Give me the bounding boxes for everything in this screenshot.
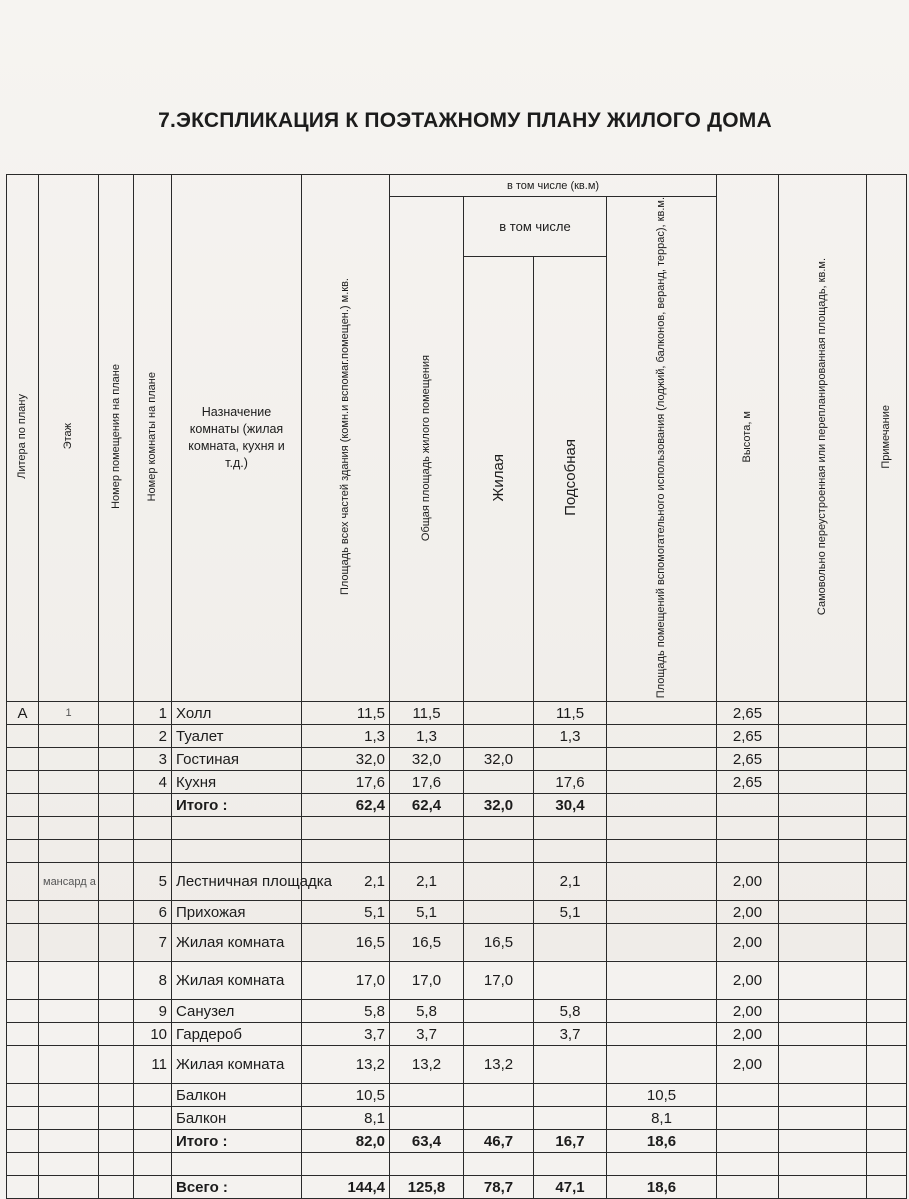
cell-room-name: Балкон [172, 1084, 302, 1107]
cell-room-no [134, 1107, 172, 1130]
cell-note [867, 1176, 907, 1199]
cell-room-name: Итого : [172, 794, 302, 817]
cell-area-all: 1,3 [302, 725, 390, 748]
cell-unauthorized [779, 1176, 867, 1199]
cell-height [717, 1084, 779, 1107]
cell-living [464, 702, 534, 725]
cell-total-area: 2,1 [390, 863, 464, 901]
cell-auxiliary [534, 1084, 607, 1107]
cell-floor [39, 840, 99, 863]
cell-aux-use [607, 817, 717, 840]
cell-auxiliary [534, 1046, 607, 1084]
cell-auxiliary [534, 924, 607, 962]
cell-room-name: Гостиная [172, 748, 302, 771]
cell-room-name: Жилая комната [172, 1046, 302, 1084]
document-title: 7.ЭКСПЛИКАЦИЯ К ПОЭТАЖНОМУ ПЛАНУ ЖИЛОГО ДОМА [158, 109, 772, 132]
header-aux-use: Площадь помещений вспомогательного использования (лоджий, балконов, веранд, террас), кв.м. [607, 197, 717, 702]
cell-total-area [390, 1153, 464, 1176]
cell-floor [39, 1000, 99, 1023]
cell-litera [7, 863, 39, 901]
cell-living [464, 1153, 534, 1176]
cell-room-no: 2 [134, 725, 172, 748]
explication-table [6, 174, 907, 1199]
cell-area-all [302, 840, 390, 863]
cell-height: 2,65 [717, 771, 779, 794]
cell-living [464, 817, 534, 840]
cell-note [867, 1046, 907, 1084]
cell-litera [7, 924, 39, 962]
cell-unauthorized [779, 1046, 867, 1084]
cell-aux-use [607, 1023, 717, 1046]
cell-total-area: 13,2 [390, 1046, 464, 1084]
cell-note [867, 725, 907, 748]
cell-living [464, 725, 534, 748]
cell-room-no: 3 [134, 748, 172, 771]
cell-floor [39, 771, 99, 794]
cell-note [867, 863, 907, 901]
cell-premise-no [99, 817, 134, 840]
cell-room-no [134, 1130, 172, 1153]
header-living: Жилая [464, 257, 534, 702]
cell-height: 2,65 [717, 748, 779, 771]
cell-premise-no [99, 1000, 134, 1023]
cell-litera [7, 771, 39, 794]
cell-auxiliary [534, 1153, 607, 1176]
cell-auxiliary: 3,7 [534, 1023, 607, 1046]
cell-height [717, 817, 779, 840]
cell-room-no: 8 [134, 962, 172, 1000]
cell-total-area: 11,5 [390, 702, 464, 725]
cell-unauthorized [779, 863, 867, 901]
table-row [7, 1000, 907, 1023]
cell-floor [39, 1107, 99, 1130]
cell-room-name [172, 1153, 302, 1176]
cell-auxiliary: 16,7 [534, 1130, 607, 1153]
table-row [7, 863, 907, 901]
cell-room-name: Итого : [172, 1130, 302, 1153]
cell-area-all: 62,4 [302, 794, 390, 817]
cell-aux-use [607, 748, 717, 771]
cell-unauthorized [779, 1107, 867, 1130]
cell-height: 2,00 [717, 1000, 779, 1023]
table-row [7, 1046, 907, 1084]
cell-area-all: 144,4 [302, 1176, 390, 1199]
cell-unauthorized [779, 901, 867, 924]
cell-premise-no [99, 771, 134, 794]
table-row [7, 1084, 907, 1107]
cell-floor [39, 962, 99, 1000]
cell-area-all [302, 817, 390, 840]
cell-total-area: 16,5 [390, 924, 464, 962]
cell-room-no: 11 [134, 1046, 172, 1084]
cell-room-no: 4 [134, 771, 172, 794]
cell-aux-use [607, 863, 717, 901]
cell-total-area: 17,0 [390, 962, 464, 1000]
cell-litera [7, 1046, 39, 1084]
cell-total-area [390, 1107, 464, 1130]
cell-note [867, 1084, 907, 1107]
cell-floor [39, 1130, 99, 1153]
cell-room-no [134, 840, 172, 863]
cell-floor [39, 1084, 99, 1107]
cell-total-area: 32,0 [390, 748, 464, 771]
cell-unauthorized [779, 1000, 867, 1023]
header-unauthorized: Самовольно переустроенная или перепланированная площадь, кв.м. [779, 175, 867, 702]
cell-unauthorized [779, 924, 867, 962]
cell-premise-no [99, 901, 134, 924]
cell-note [867, 794, 907, 817]
cell-premise-no [99, 1084, 134, 1107]
header-purpose: Назначение комнаты (жилая комната, кухня и т.д.) [172, 175, 302, 702]
cell-floor [39, 1153, 99, 1176]
cell-height [717, 1107, 779, 1130]
cell-floor [39, 725, 99, 748]
cell-aux-use: 10,5 [607, 1084, 717, 1107]
cell-area-all: 3,7 [302, 1023, 390, 1046]
cell-litera [7, 748, 39, 771]
table-row [7, 771, 907, 794]
cell-height: 2,00 [717, 924, 779, 962]
cell-unauthorized [779, 748, 867, 771]
cell-auxiliary: 2,1 [534, 863, 607, 901]
cell-premise-no [99, 748, 134, 771]
cell-unauthorized [779, 771, 867, 794]
cell-room-name [172, 817, 302, 840]
cell-area-all: 13,2 [302, 1046, 390, 1084]
blank-row [7, 1153, 907, 1176]
cell-auxiliary [534, 748, 607, 771]
cell-litera: А [7, 702, 39, 725]
cell-premise-no [99, 924, 134, 962]
cell-living: 32,0 [464, 748, 534, 771]
cell-unauthorized [779, 725, 867, 748]
cell-aux-use [607, 1046, 717, 1084]
cell-room-no [134, 1153, 172, 1176]
total-row [7, 794, 907, 817]
cell-litera [7, 794, 39, 817]
cell-living [464, 901, 534, 924]
header-including: в том числе (кв.м) [390, 175, 717, 197]
cell-premise-no [99, 1153, 134, 1176]
cell-height: 2,65 [717, 702, 779, 725]
cell-room-no: 1 [134, 702, 172, 725]
header-note: Примечание [867, 175, 907, 702]
cell-unauthorized [779, 840, 867, 863]
cell-note [867, 1130, 907, 1153]
cell-total-area [390, 1084, 464, 1107]
cell-auxiliary [534, 962, 607, 1000]
cell-height: 2,00 [717, 863, 779, 901]
table-row [7, 924, 907, 962]
cell-unauthorized [779, 1130, 867, 1153]
cell-note [867, 840, 907, 863]
cell-aux-use [607, 901, 717, 924]
cell-premise-no [99, 962, 134, 1000]
table-body [7, 702, 907, 1199]
cell-area-all: 5,1 [302, 901, 390, 924]
cell-height [717, 794, 779, 817]
cell-height [717, 1176, 779, 1199]
cell-aux-use [607, 771, 717, 794]
cell-living [464, 1000, 534, 1023]
cell-living [464, 1023, 534, 1046]
cell-height: 2,00 [717, 901, 779, 924]
cell-litera [7, 1084, 39, 1107]
cell-height [717, 840, 779, 863]
cell-premise-no [99, 1130, 134, 1153]
cell-room-name: Холл [172, 702, 302, 725]
cell-note [867, 1023, 907, 1046]
cell-floor [39, 817, 99, 840]
cell-unauthorized [779, 817, 867, 840]
cell-aux-use [607, 962, 717, 1000]
cell-total-area: 5,1 [390, 901, 464, 924]
header-litera: Литера по плану [7, 175, 39, 702]
header-height: Высота, м [717, 175, 779, 702]
cell-room-name: Кухня [172, 771, 302, 794]
cell-area-all: 17,6 [302, 771, 390, 794]
cell-total-area: 17,6 [390, 771, 464, 794]
cell-living: 17,0 [464, 962, 534, 1000]
cell-room-name: Туалет [172, 725, 302, 748]
cell-floor [39, 901, 99, 924]
cell-unauthorized [779, 702, 867, 725]
table-row [7, 725, 907, 748]
cell-area-all: 16,5 [302, 924, 390, 962]
cell-total-area: 5,8 [390, 1000, 464, 1023]
cell-aux-use: 18,6 [607, 1130, 717, 1153]
header-room-no: Номер комнаты на плане [134, 175, 172, 702]
cell-room-name: Жилая комната [172, 962, 302, 1000]
cell-total-area: 63,4 [390, 1130, 464, 1153]
cell-unauthorized [779, 1084, 867, 1107]
cell-room-name: Санузел [172, 1000, 302, 1023]
header-including-2: в том числе [464, 197, 607, 257]
cell-floor: мансард а [39, 863, 99, 901]
header-area-all: Площадь всех частей здания (комн.и вспомаг.помещен.) м.кв. [302, 175, 390, 702]
cell-litera [7, 840, 39, 863]
cell-area-all: 11,5 [302, 702, 390, 725]
cell-auxiliary: 1,3 [534, 725, 607, 748]
cell-room-no [134, 1176, 172, 1199]
cell-area-all: 2,1 [302, 863, 390, 901]
cell-height: 2,00 [717, 1023, 779, 1046]
table-row [7, 748, 907, 771]
cell-total-area: 3,7 [390, 1023, 464, 1046]
cell-room-no: 5 [134, 863, 172, 901]
cell-total-area [390, 840, 464, 863]
cell-living: 78,7 [464, 1176, 534, 1199]
cell-floor [39, 1046, 99, 1084]
cell-total-area: 1,3 [390, 725, 464, 748]
cell-height: 2,00 [717, 1046, 779, 1084]
cell-aux-use [607, 725, 717, 748]
cell-note [867, 748, 907, 771]
cell-aux-use [607, 1153, 717, 1176]
cell-aux-use [607, 1000, 717, 1023]
cell-room-no: 9 [134, 1000, 172, 1023]
header-auxiliary: Подсобная [534, 257, 607, 702]
cell-area-all [302, 1153, 390, 1176]
cell-litera [7, 962, 39, 1000]
cell-living: 16,5 [464, 924, 534, 962]
cell-area-all: 17,0 [302, 962, 390, 1000]
cell-room-name: Всего : [172, 1176, 302, 1199]
header-total-living-area: Общая площадь жилого помещения [390, 197, 464, 702]
table-row [7, 962, 907, 1000]
cell-auxiliary: 11,5 [534, 702, 607, 725]
cell-area-all: 8,1 [302, 1107, 390, 1130]
cell-litera [7, 1107, 39, 1130]
cell-floor: 1 [39, 702, 99, 725]
table-row [7, 1107, 907, 1130]
cell-room-no: 7 [134, 924, 172, 962]
cell-total-area: 125,8 [390, 1176, 464, 1199]
cell-area-all: 10,5 [302, 1084, 390, 1107]
cell-area-all: 5,8 [302, 1000, 390, 1023]
cell-litera [7, 817, 39, 840]
blank-row [7, 840, 907, 863]
cell-premise-no [99, 725, 134, 748]
cell-room-no: 6 [134, 901, 172, 924]
cell-living: 13,2 [464, 1046, 534, 1084]
cell-auxiliary [534, 817, 607, 840]
header-premise-no: Номер помещения на плане [99, 175, 134, 702]
cell-floor [39, 924, 99, 962]
table-row [7, 901, 907, 924]
cell-litera [7, 1153, 39, 1176]
cell-note [867, 702, 907, 725]
cell-auxiliary: 30,4 [534, 794, 607, 817]
cell-premise-no [99, 1046, 134, 1084]
cell-room-name: Прихожая [172, 901, 302, 924]
cell-living [464, 771, 534, 794]
cell-living: 46,7 [464, 1130, 534, 1153]
cell-premise-no [99, 1176, 134, 1199]
cell-note [867, 924, 907, 962]
cell-aux-use [607, 702, 717, 725]
cell-premise-no [99, 702, 134, 725]
cell-living [464, 863, 534, 901]
cell-litera [7, 1176, 39, 1199]
cell-room-no [134, 1084, 172, 1107]
cell-premise-no [99, 794, 134, 817]
cell-aux-use: 18,6 [607, 1176, 717, 1199]
cell-height: 2,00 [717, 962, 779, 1000]
cell-room-no [134, 817, 172, 840]
header-floor: Этаж [39, 175, 99, 702]
cell-note [867, 771, 907, 794]
cell-aux-use [607, 924, 717, 962]
cell-unauthorized [779, 1023, 867, 1046]
cell-unauthorized [779, 794, 867, 817]
cell-living [464, 1107, 534, 1130]
table-row [7, 1023, 907, 1046]
total-row [7, 1176, 907, 1199]
cell-auxiliary: 47,1 [534, 1176, 607, 1199]
cell-aux-use: 8,1 [607, 1107, 717, 1130]
cell-note [867, 901, 907, 924]
blank-row [7, 817, 907, 840]
cell-living [464, 840, 534, 863]
cell-premise-no [99, 863, 134, 901]
cell-room-name [172, 840, 302, 863]
cell-litera [7, 1000, 39, 1023]
cell-premise-no [99, 1107, 134, 1130]
cell-auxiliary [534, 840, 607, 863]
cell-floor [39, 794, 99, 817]
cell-premise-no [99, 840, 134, 863]
cell-living: 32,0 [464, 794, 534, 817]
cell-room-name: Гардероб [172, 1023, 302, 1046]
cell-auxiliary: 5,8 [534, 1000, 607, 1023]
cell-area-all: 82,0 [302, 1130, 390, 1153]
cell-litera [7, 1130, 39, 1153]
cell-height: 2,65 [717, 725, 779, 748]
cell-floor [39, 1176, 99, 1199]
cell-height [717, 1153, 779, 1176]
cell-unauthorized [779, 1153, 867, 1176]
cell-auxiliary: 5,1 [534, 901, 607, 924]
cell-room-name: Балкон [172, 1107, 302, 1130]
cell-auxiliary [534, 1107, 607, 1130]
cell-auxiliary: 17,6 [534, 771, 607, 794]
cell-litera [7, 1023, 39, 1046]
cell-aux-use [607, 794, 717, 817]
cell-floor [39, 748, 99, 771]
cell-floor [39, 1023, 99, 1046]
cell-note [867, 1000, 907, 1023]
total-row [7, 1130, 907, 1153]
cell-litera [7, 725, 39, 748]
cell-room-name: Лестничная площадка [172, 863, 302, 901]
cell-premise-no [99, 1023, 134, 1046]
cell-living [464, 1084, 534, 1107]
cell-note [867, 817, 907, 840]
cell-aux-use [607, 840, 717, 863]
cell-area-all: 32,0 [302, 748, 390, 771]
cell-room-no: 10 [134, 1023, 172, 1046]
cell-total-area [390, 817, 464, 840]
cell-litera [7, 901, 39, 924]
cell-total-area: 62,4 [390, 794, 464, 817]
cell-height [717, 1130, 779, 1153]
cell-room-name: Жилая комната [172, 924, 302, 962]
cell-note [867, 1107, 907, 1130]
cell-unauthorized [779, 962, 867, 1000]
table-row [7, 702, 907, 725]
cell-note [867, 1153, 907, 1176]
cell-note [867, 962, 907, 1000]
cell-room-no [134, 794, 172, 817]
